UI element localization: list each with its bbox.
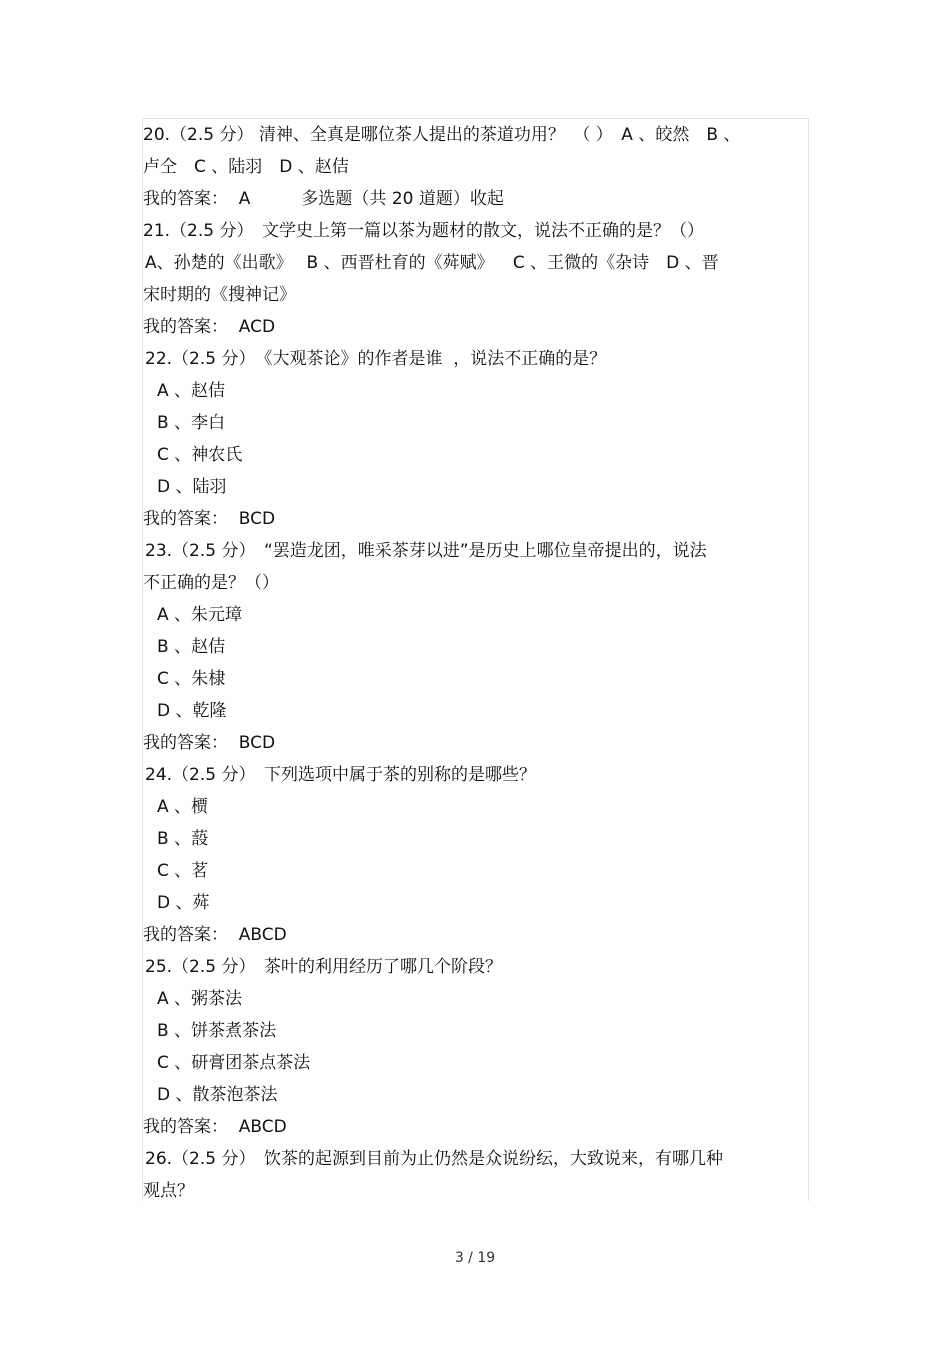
question-24-option-a: A 、槚	[157, 797, 209, 817]
question-22: 22.（2.5 分） 《大观茶论》的作者是谁 ，说法不正确的是？	[145, 349, 607, 369]
question-25-option-b: B 、饼茶煮茶法	[157, 1021, 277, 1041]
answer-25: 我的答案： ABCD	[143, 1117, 287, 1137]
question-23-option-d: D 、乾隆	[157, 701, 227, 721]
page-number: 3 / 19	[454, 1250, 496, 1266]
answer-24: 我的答案： ABCD	[143, 925, 287, 945]
question-23-option-a: A 、朱元璋	[157, 605, 243, 625]
question-21-options-line-2: 宋时期的《搜神记》	[143, 285, 296, 305]
question-21-options-line-1: A、孙楚的《出歌》 B 、西晋杜育的《荈赋》 C 、王微的《杂诗 D 、晋	[145, 253, 719, 273]
question-25: 25.（2.5 分） 茶叶的利用经历了哪几个阶段？	[145, 957, 502, 977]
question-22-option-a: A 、赵佶	[157, 381, 226, 401]
answer-23: 我的答案： BCD	[143, 733, 276, 753]
question-24: 24.（2.5 分） 下列选项中属于茶的别称的是哪些？	[145, 765, 536, 785]
question-24-option-b: B 、蔎	[157, 829, 209, 849]
question-20-line-1: 20.（2.5 分） 清神、全真是哪位茶人提出的茶道功用？ （ ） A 、皎然 B 、	[143, 125, 741, 145]
question-22-option-b: B 、李白	[157, 413, 226, 433]
question-22-option-c: C 、神农氏	[157, 445, 243, 465]
question-22-option-d: D 、陆羽	[157, 477, 227, 497]
answer-22: 我的答案： BCD	[143, 509, 276, 529]
question-25-option-a: A 、粥茶法	[157, 989, 243, 1009]
question-25-option-d: D 、散茶泡茶法	[157, 1085, 278, 1105]
question-23-line-1: 23.（2.5 分） “罢造龙团，唯采茶芽以进”是历史上哪位皇帝提出的，说法	[145, 541, 707, 561]
question-20-line-2: 卢仝 C 、陆羽 D 、赵佶	[143, 157, 349, 177]
question-23-line-2: 不正确的是？（）	[143, 573, 279, 593]
question-23-option-c: C 、朱棣	[157, 669, 226, 689]
question-21-line-1: 21.（2.5 分） 文学史上第一篇以茶为题材的散文，说法不正确的是？（）	[143, 221, 704, 241]
question-24-option-c: C 、茗	[157, 861, 209, 881]
question-25-option-c: C 、研膏团茶点茶法	[157, 1053, 311, 1073]
question-24-option-d: D 、荈	[157, 893, 210, 913]
answer-20-and-section-header: 我的答案： A 多选题（共 20 道题）收起	[143, 189, 504, 209]
question-26-line-1: 26.（2.5 分） 饮茶的起源到目前为止仍然是众说纷纭，大致说来，有哪几种	[145, 1149, 723, 1169]
question-26-line-2: 观点？	[143, 1181, 194, 1201]
answer-21: 我的答案： ACD	[143, 317, 276, 337]
question-23-option-b: B 、赵佶	[157, 637, 226, 657]
